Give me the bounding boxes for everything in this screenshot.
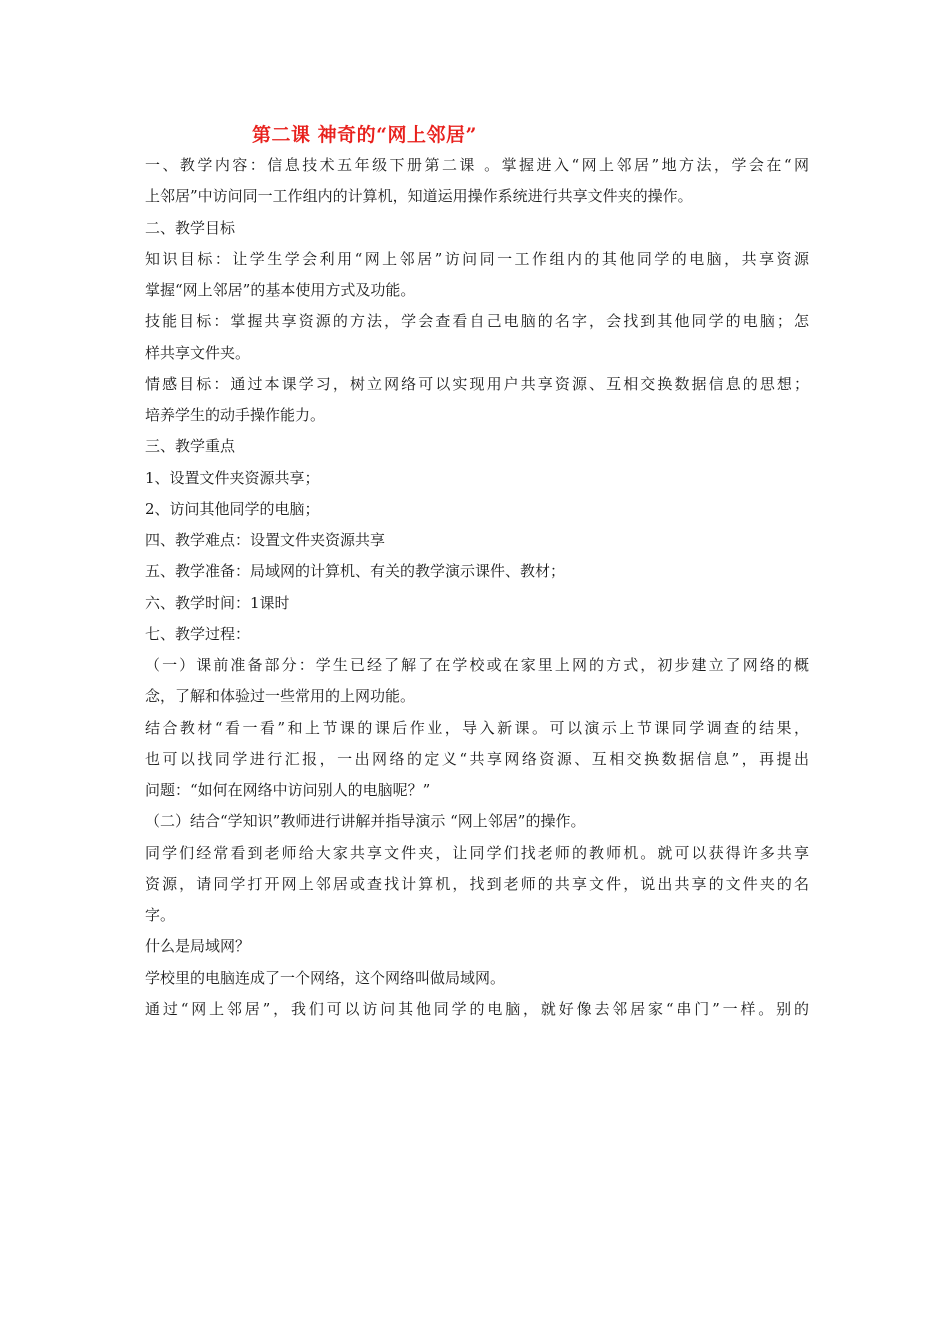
text-line: 掌握“网上邻居”的基本使用方式及功能。 xyxy=(145,281,416,299)
text-line: 样共享文件夹。 xyxy=(145,343,251,362)
text-line: 一、教学内容：信息技术五年级下册第二课 。掌握进入“网上邻居”地方法，学会在“网 xyxy=(145,156,809,174)
text-line: 问题：“如何在网络中访问别人的电脑呢？” xyxy=(145,781,431,799)
section-heading: 二、教学目标 xyxy=(145,218,236,237)
text-line: 培养学生的动手操作能力。 xyxy=(145,406,326,424)
text-line: 资源，请同学打开网上邻居或查找计算机，找到老师的共享文件，说出共享的文件夹的名 xyxy=(145,874,809,893)
text-line: 也可以找同学进行汇报，一出网络的定义“共享网络资源、互相交换数据信息”，再提出 xyxy=(145,749,809,768)
text-line: 同学们经常看到老师给大家共享文件夹，让同学们找老师的教师机。就可以获得许多共享 xyxy=(145,843,809,862)
text-line: 知识目标：让学生学会利用“网上邻居”访问同一工作组内的其他同学的电脑，共享资源 xyxy=(145,249,809,268)
section-heading: 七、教学过程： xyxy=(145,624,251,643)
list-item: 1、设置文件夹资源共享； xyxy=(145,468,320,487)
section-heading: 五、教学准备：局域网的计算机、有关的教学演示课件、教材； xyxy=(145,562,566,581)
lesson-body xyxy=(145,150,809,1025)
text-line: 什么是局域网？ xyxy=(145,937,251,956)
list-item: 2、访问其他同学的电脑； xyxy=(145,499,320,518)
text-line: 学校里的电脑连成了一个网络，这个网络叫做局域网。 xyxy=(145,968,506,987)
text-line: 结合教材“看一看”和上节课的课后作业，导入新课。可以演示上节课同学调查的结果， xyxy=(145,718,809,737)
text-line: 通过“网上邻居”，我们可以访问其他同学的电脑，就好像去邻居家“串门”一样。别的 xyxy=(145,999,809,1018)
text-line: （一）课前准备部分：学生已经了解了在学校或在家里上网的方式，初步建立了网络的概 xyxy=(145,656,809,674)
text-line: 技能目标：掌握共享资源的方法，学会查看自己电脑的名字，会找到其他同学的电脑；怎 xyxy=(145,312,809,331)
text-line: 念，了解和体验过一些常用的上网功能。 xyxy=(145,687,416,706)
lesson-title: 第二课 神奇的“网上邻居” xyxy=(252,124,477,146)
text-line: （二）结合“学知识”教师进行讲解并指导演示 “网上邻居”的操作。 xyxy=(145,812,586,831)
text-line: 情感目标：通过本课学习，树立网络可以实现用户共享资源、互相交换数据信息的思想； xyxy=(145,374,809,393)
text-line: 上邻居”中访问同一工作组内的计算机，知道运用操作系统进行共享文件夹的操作。 xyxy=(145,187,693,206)
section-heading: 四、教学难点：设置文件夹资源共享 xyxy=(145,531,386,549)
section-heading: 三、教学重点 xyxy=(145,437,236,456)
text-line: 字。 xyxy=(145,906,176,924)
section-heading: 六、教学时间：1课时 xyxy=(145,593,290,612)
